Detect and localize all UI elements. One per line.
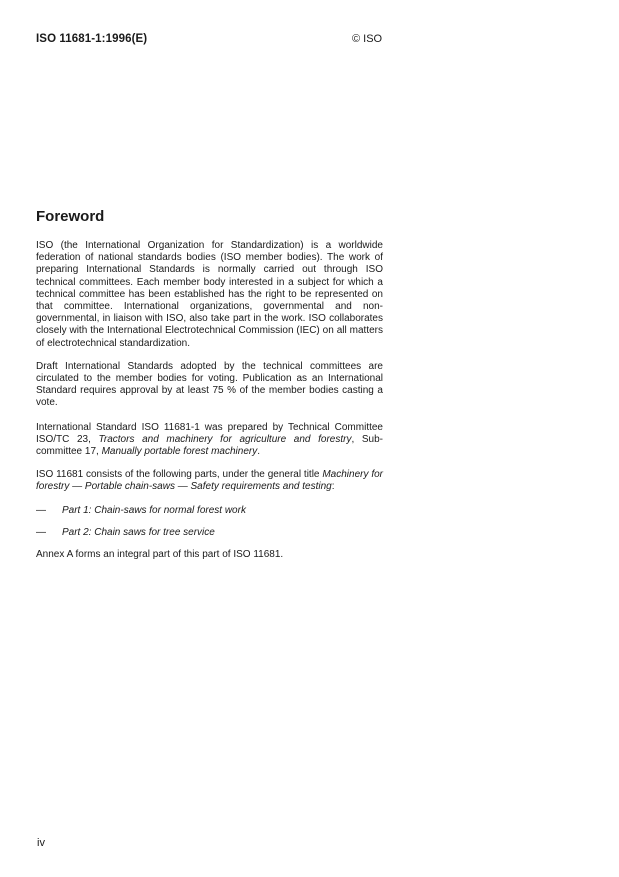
preparation-text-3: . — [257, 446, 261, 458]
list-dash: — — [36, 526, 46, 538]
part-1-label: Part 1: Chain-saws for normal forest work — [62, 504, 246, 516]
copyright-mark: © ISO — [352, 33, 383, 45]
page-number: iv — [37, 837, 45, 849]
part-2-label: Part 2: Chain saws for tree service — [62, 526, 215, 538]
list-dash: — — [36, 504, 46, 516]
preparation-text-2: , Sub-committee 17, — [36, 433, 384, 458]
preparation-text: International Standard ISO 11681-1 was prepared by Technical Committee ISO/TC 23, — [36, 421, 383, 445]
foreword-body — [36, 240, 383, 572]
paragraph-annex: Annex A forms an integral part of this part of ISO 11681. — [36, 549, 284, 561]
paragraph-preparation — [36, 422, 383, 459]
paragraph-voting: Draft International Standards adopted by the technical committees are circulated to the member bodies for voting. Publication as an International Standard requires approval by at least 75 % of the member bodies casting a vote. — [36, 360, 383, 409]
paragraph-organization: ISO (the International Organization for Standardization) is a worldwide federation of national standards bodies (ISO member bodies). The work of preparing International Standards is normally carried out through ISO technical committees. Each member body interested in a subject for which a technical committee has been established has the right to be represented on that committee. International organizations, governmental and non-governmental, in liaison with ISO, also take part in the work. ISO collaborates closely with the International Electrotechnical Commission (IEC) on all matters of electrotechnical standardization. — [36, 240, 383, 349]
parts-list — [36, 505, 383, 539]
parts-intro: ISO 11681 consists of the following parts, under the general title — [36, 469, 323, 481]
list-item — [36, 527, 383, 539]
paragraph-parts — [36, 469, 383, 493]
committee-title: Tractors and machinery for agriculture and forestry — [98, 433, 352, 445]
parts-intro-end: : — [331, 481, 335, 493]
list-item — [36, 505, 383, 517]
general-title: Machinery for forestry — Portable chain-saws — Safety requirements and testing — [36, 469, 383, 493]
standard-identifier: ISO 11681-1:1996(E) — [36, 33, 148, 45]
section-title: Foreword — [36, 208, 105, 225]
subcommittee-title: Manually portable forest machinery — [101, 446, 258, 458]
